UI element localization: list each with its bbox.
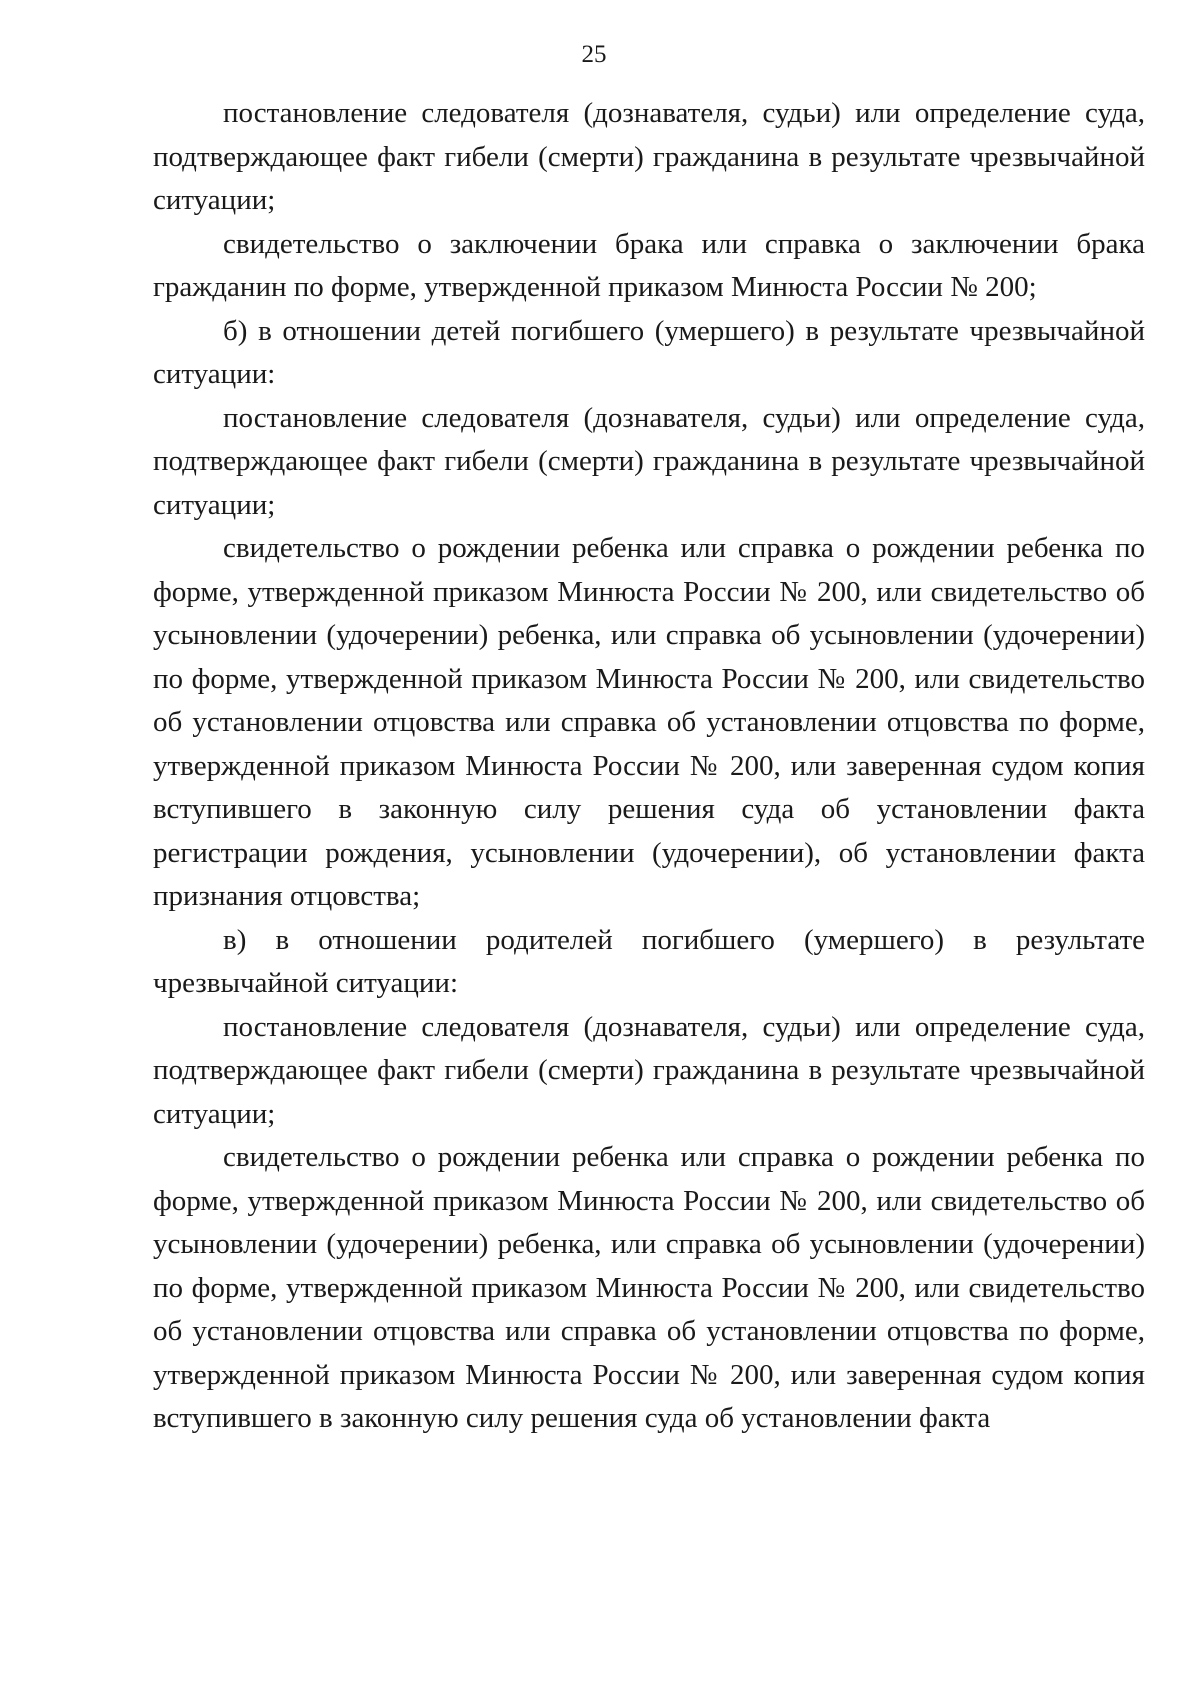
paragraph: постановление следователя (дознавателя, судьи) или определение суда, подтверждающее факт гибели (смерти) гражданина в результате чрезвычайной ситуации;: [153, 1010, 1145, 1130]
paragraph: свидетельство о рождении ребенка или справка о рождении ребенка по форме, утвержденной приказом Минюста России № 200, или свидетельство об усыновлении (удочерении) ребенка, или справка об усыновлении (удочерении) по форме, утвержденной приказом Минюста России № 200, или свидетельство об установлении отцовства или справка об установлении отцовства по форме, утвержденной приказом Минюста России № 200, или заверенная судом копия вступившего в законную силу решения суда об установлении факта: [153, 1141, 1145, 1434]
paragraph: в) в отношении родителей погибшего (умершего) в результате чрезвычайной ситуации:: [153, 923, 1145, 999]
page-number: 25: [581, 41, 607, 68]
paragraph: б) в отношении детей погибшего (умершего) в результате чрезвычайной ситуации:: [153, 314, 1145, 390]
paragraph: постановление следователя (дознавателя, судьи) или определение суда, подтверждающее факт гибели (смерти) гражданина в результате чрезвычайной ситуации;: [153, 97, 1145, 216]
paragraph: свидетельство о рождении ребенка или справка о рождении ребенка по форме, утвержденной приказом Минюста России № 200, или свидетельство об усыновлении (удочерении) ребенка, или справка об усыновлении (удочерении) по форме, утвержденной приказом Минюста России № 200, или свидетельство об установлении отцовства или справка об установлении отцовства по форме, утвержденной приказом Минюста России № 200, или заверенная судом копия вступившего в законную силу решения суда об установлении факта регистрации рождения, усыновлении (удочерении), об установлении факта признания отцовства;: [153, 532, 1145, 912]
paragraph: свидетельство о заключении брака или справка о заключении брака гражданин по форме, утвержденной приказом Минюста России № 200;: [153, 227, 1145, 303]
document-body: [153, 92, 1145, 1441]
paragraph: постановление следователя (дознавателя, судьи) или определение суда, подтверждающее факт гибели (смерти) гражданина в результате чрезвычайной ситуации;: [153, 401, 1145, 521]
